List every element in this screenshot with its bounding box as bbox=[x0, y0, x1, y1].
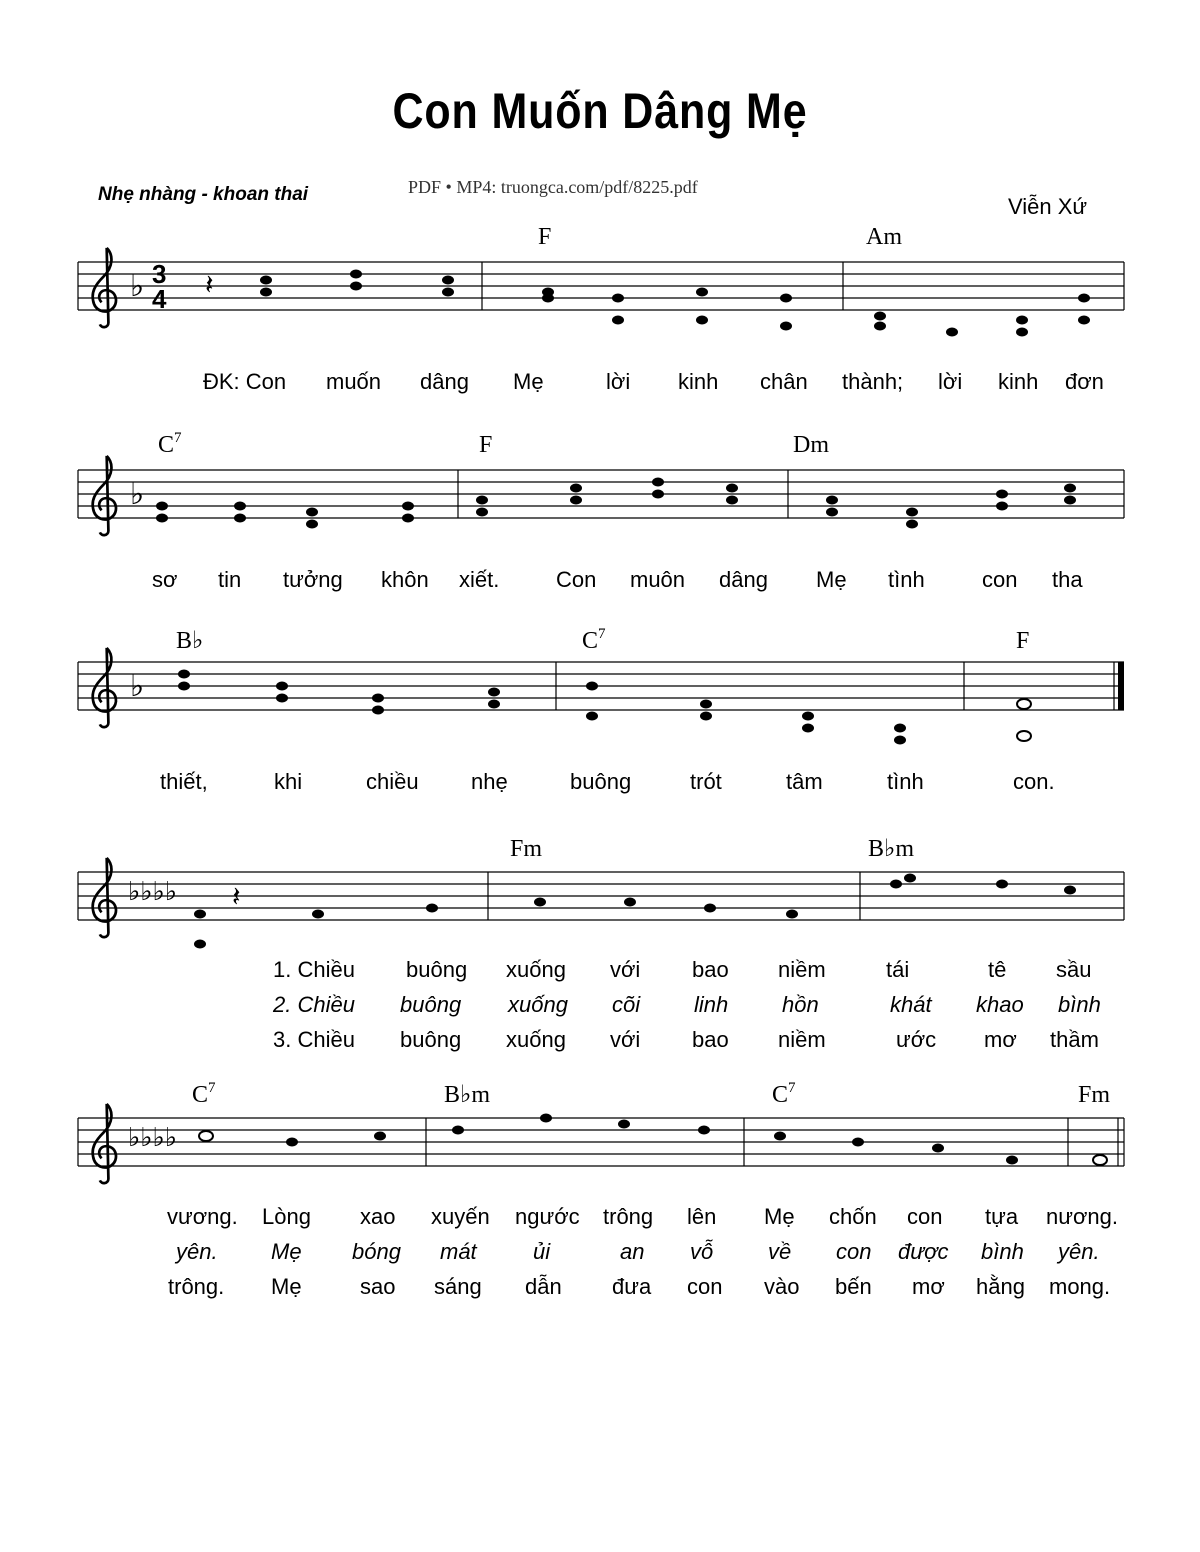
notehead bbox=[826, 508, 838, 517]
chord-part: C bbox=[192, 1082, 209, 1108]
notehead bbox=[372, 706, 384, 715]
flat-icon: ♭♭♭♭ bbox=[128, 1122, 178, 1152]
chord-part: F bbox=[1016, 628, 1030, 654]
notehead bbox=[906, 520, 918, 529]
lyric-word: trông. bbox=[168, 1274, 225, 1299]
lyric-word: mơ bbox=[912, 1274, 945, 1299]
lyric-word: an bbox=[620, 1239, 645, 1264]
treble-clef-icon bbox=[93, 248, 116, 327]
notehead bbox=[704, 904, 716, 913]
treble-clef-icon bbox=[93, 648, 116, 727]
flat-icon: ♭♭♭♭ bbox=[128, 876, 178, 906]
rest-icon: 𝄽 bbox=[205, 269, 214, 300]
lyric-word: vương. bbox=[167, 1204, 238, 1229]
notehead bbox=[996, 490, 1008, 499]
notehead bbox=[286, 1138, 298, 1147]
lyric-word: về bbox=[768, 1239, 792, 1264]
notehead bbox=[890, 880, 902, 889]
staff-system-4 bbox=[78, 858, 1124, 949]
notehead bbox=[1078, 294, 1090, 303]
lyrics-system-1 bbox=[203, 369, 1104, 394]
notehead bbox=[586, 682, 598, 691]
chord-part: C bbox=[772, 1082, 789, 1108]
notehead bbox=[946, 328, 958, 337]
notehead bbox=[894, 736, 906, 745]
notehead bbox=[156, 502, 168, 511]
lyric-word: vào bbox=[764, 1274, 800, 1299]
notehead bbox=[726, 496, 738, 505]
chord-part: 7 bbox=[598, 626, 606, 642]
lyric-word: xuống bbox=[508, 992, 568, 1017]
notehead bbox=[696, 288, 708, 297]
time-sig-bottom: 4 bbox=[152, 284, 167, 314]
notehead bbox=[802, 724, 814, 733]
lyric-word: thành; bbox=[842, 369, 904, 394]
lyric-word: 3. Chiều bbox=[273, 1027, 355, 1052]
lyric-word: Mẹ bbox=[271, 1274, 302, 1299]
lyric-word: bao bbox=[692, 1027, 729, 1052]
composer: Viễn Xứ bbox=[1008, 194, 1088, 219]
notehead bbox=[260, 276, 272, 285]
notehead bbox=[372, 694, 384, 703]
notehead bbox=[488, 700, 500, 709]
notehead bbox=[586, 712, 598, 721]
notehead bbox=[570, 496, 582, 505]
lyric-word: được bbox=[898, 1239, 949, 1264]
notehead bbox=[696, 316, 708, 325]
lyric-word: buông bbox=[400, 1027, 462, 1052]
lyric-word: xiết. bbox=[459, 567, 500, 592]
notehead bbox=[786, 910, 798, 919]
notehead bbox=[234, 502, 246, 511]
notehead bbox=[652, 490, 664, 499]
chord-label bbox=[1078, 1082, 1110, 1108]
lyric-word: yên. bbox=[1058, 1239, 1100, 1264]
lyric-word: tâm bbox=[786, 769, 823, 794]
notehead bbox=[904, 874, 916, 883]
lyric-word: linh bbox=[694, 992, 729, 1017]
song-title: Con Muốn Dâng Mẹ bbox=[392, 83, 808, 139]
notehead bbox=[1017, 699, 1031, 709]
chord-label bbox=[479, 432, 492, 458]
notehead bbox=[1017, 731, 1031, 741]
notehead bbox=[612, 316, 624, 325]
notehead bbox=[894, 724, 906, 733]
lyric-word: Mẹ bbox=[764, 1204, 795, 1229]
time-sig-top: 3 bbox=[152, 259, 167, 289]
lyric-word: ủi bbox=[533, 1239, 551, 1264]
notehead bbox=[374, 1132, 386, 1141]
notehead bbox=[350, 270, 362, 279]
lyric-word: xuống bbox=[506, 1027, 566, 1052]
lyric-word: nhẹ bbox=[471, 769, 508, 794]
chord-label bbox=[538, 224, 551, 250]
lyric-word: hồn bbox=[782, 992, 819, 1017]
lyric-word: buông bbox=[400, 992, 462, 1017]
lyric-word: mát bbox=[440, 1239, 477, 1264]
notehead bbox=[652, 478, 664, 487]
notehead bbox=[700, 700, 712, 709]
notehead bbox=[452, 1126, 464, 1135]
lyric-word: xao bbox=[360, 1204, 396, 1229]
lyric-word: muốn bbox=[326, 369, 382, 394]
notehead bbox=[780, 322, 792, 331]
notehead bbox=[442, 288, 454, 297]
notehead bbox=[194, 940, 206, 949]
lyric-word: con. bbox=[1013, 769, 1055, 794]
notehead bbox=[996, 880, 1008, 889]
lyric-word: con bbox=[687, 1274, 723, 1299]
lyric-word: xuống bbox=[506, 957, 566, 982]
lyric-word: bình bbox=[1058, 992, 1101, 1017]
chord-label bbox=[158, 430, 182, 458]
notehead bbox=[1064, 496, 1076, 505]
lyric-word: bến bbox=[835, 1274, 872, 1299]
chord-part: Am bbox=[866, 224, 902, 250]
lyric-word: sao bbox=[360, 1274, 396, 1299]
chord-part: C bbox=[158, 432, 175, 458]
lyric-word: bóng bbox=[352, 1239, 401, 1264]
chord-label bbox=[772, 1080, 796, 1108]
flat-icon: ♭ bbox=[130, 670, 145, 703]
notehead bbox=[476, 508, 488, 517]
lyric-word: chốn bbox=[829, 1204, 877, 1229]
lyric-word: tựa bbox=[985, 1204, 1019, 1229]
chord-part: Fm bbox=[1078, 1082, 1111, 1108]
notehead bbox=[932, 1144, 944, 1153]
notehead bbox=[1016, 316, 1028, 325]
lyric-word: dẫn bbox=[525, 1274, 562, 1299]
lyric-word: yên. bbox=[176, 1239, 218, 1264]
lyric-word: tin bbox=[218, 567, 242, 592]
notehead bbox=[194, 910, 206, 919]
notehead bbox=[698, 1126, 710, 1135]
notehead bbox=[700, 712, 712, 721]
notehead bbox=[476, 496, 488, 505]
notehead bbox=[312, 910, 324, 919]
notehead bbox=[826, 496, 838, 505]
lyric-word: với bbox=[610, 957, 641, 982]
lyric-word: khao bbox=[976, 992, 1024, 1017]
lyric-word: đưa bbox=[612, 1274, 652, 1299]
notehead bbox=[276, 694, 288, 703]
lyrics-system-3 bbox=[160, 769, 1055, 794]
chord-label bbox=[582, 626, 606, 654]
notehead bbox=[1064, 484, 1076, 493]
lyric-word: thiết, bbox=[160, 769, 208, 794]
chord-part: C bbox=[582, 628, 599, 654]
chord-part: B♭m bbox=[868, 836, 914, 862]
notehead bbox=[852, 1138, 864, 1147]
lyric-word: Mẹ bbox=[816, 567, 847, 592]
notehead bbox=[156, 514, 168, 523]
lyric-word: niềm bbox=[778, 1027, 826, 1052]
chord-part: Fm bbox=[510, 836, 543, 862]
chord-label bbox=[866, 224, 902, 250]
source-link[interactable]: PDF • MP4: truongca.com/pdf/8225.pdf bbox=[408, 177, 698, 197]
lyric-word: lời bbox=[938, 369, 963, 394]
lyric-word: nương. bbox=[1046, 1204, 1118, 1229]
lyric-word: mong. bbox=[1049, 1274, 1111, 1299]
lyric-word: con bbox=[982, 567, 1018, 592]
staff-system-2 bbox=[78, 456, 1124, 535]
lyric-word: niềm bbox=[778, 957, 826, 982]
notehead bbox=[906, 508, 918, 517]
lyric-word: chân bbox=[760, 369, 808, 394]
lyric-word: tình bbox=[887, 769, 924, 794]
flat-icon: ♭ bbox=[130, 270, 145, 303]
notehead bbox=[426, 904, 438, 913]
lyric-word: ngước bbox=[515, 1204, 580, 1229]
lyric-word: 1. Chiều bbox=[273, 957, 355, 982]
chord-label bbox=[510, 836, 542, 862]
notehead bbox=[178, 682, 190, 691]
lyric-word: vỗ bbox=[690, 1239, 714, 1264]
notehead bbox=[540, 1114, 552, 1123]
lyric-word: trót bbox=[690, 769, 722, 794]
lyric-word: khi bbox=[274, 769, 303, 794]
notehead bbox=[1093, 1155, 1107, 1165]
staff-system-3 bbox=[78, 648, 1124, 745]
lyric-word: ĐK: Con bbox=[203, 369, 287, 394]
notehead bbox=[996, 502, 1008, 511]
lyric-word: tê bbox=[988, 957, 1007, 982]
lyric-word: khôn bbox=[381, 567, 429, 592]
lyric-word: thầm bbox=[1050, 1027, 1099, 1052]
notehead bbox=[306, 508, 318, 517]
chord-part: B♭m bbox=[444, 1082, 490, 1108]
lyric-word: Lòng bbox=[262, 1204, 311, 1229]
lyric-word: Mẹ bbox=[513, 369, 544, 394]
lyric-word: con bbox=[907, 1204, 943, 1229]
notehead bbox=[306, 520, 318, 529]
notehead bbox=[802, 712, 814, 721]
notehead bbox=[570, 484, 582, 493]
notehead bbox=[442, 276, 454, 285]
lyric-word: muôn bbox=[630, 567, 686, 592]
lyric-word: với bbox=[610, 1027, 641, 1052]
lyric-word: lời bbox=[606, 369, 631, 394]
lyric-word: khát bbox=[890, 992, 932, 1017]
lyric-word: kinh bbox=[998, 369, 1039, 394]
lyric-word: 2. Chiều bbox=[273, 992, 355, 1017]
lyric-word: bao bbox=[692, 957, 729, 982]
notehead bbox=[542, 294, 554, 303]
lyric-word: Con bbox=[556, 567, 597, 592]
lyric-word: xuyến bbox=[431, 1204, 490, 1229]
notehead bbox=[234, 514, 246, 523]
notehead bbox=[874, 312, 886, 321]
chord-part: B♭ bbox=[176, 628, 204, 654]
notehead bbox=[780, 294, 792, 303]
lyric-word: tái bbox=[886, 957, 910, 982]
lyric-word: cõi bbox=[612, 992, 641, 1017]
notehead bbox=[618, 1120, 630, 1129]
lyric-word: chiều bbox=[366, 769, 419, 794]
chord-part: 7 bbox=[208, 1080, 216, 1096]
chord-label bbox=[1016, 628, 1029, 654]
notehead bbox=[726, 484, 738, 493]
lyric-word: bình bbox=[981, 1239, 1024, 1264]
staff-system-5 bbox=[78, 1104, 1124, 1183]
chord-label bbox=[176, 628, 203, 654]
chord-part: 7 bbox=[788, 1080, 796, 1096]
notehead bbox=[874, 322, 886, 331]
lyric-word: dâng bbox=[420, 369, 469, 394]
lyric-word: sầu bbox=[1056, 957, 1092, 982]
notehead bbox=[624, 898, 636, 907]
treble-clef-icon bbox=[93, 1104, 116, 1183]
notehead bbox=[1064, 886, 1076, 895]
lyric-word: Mẹ bbox=[271, 1239, 302, 1264]
lyric-word: con bbox=[836, 1239, 872, 1264]
flat-icon: ♭ bbox=[130, 478, 145, 511]
notehead bbox=[276, 682, 288, 691]
notehead bbox=[350, 282, 362, 291]
notehead bbox=[488, 688, 500, 697]
lyric-word: tình bbox=[888, 567, 925, 592]
treble-clef-icon bbox=[93, 456, 116, 535]
lyric-word: buông bbox=[406, 957, 468, 982]
lyric-word: trông bbox=[603, 1204, 654, 1229]
tempo-marking: Nhẹ nhàng - khoan thai bbox=[98, 184, 309, 205]
lyric-word: tưởng bbox=[283, 567, 343, 592]
notehead bbox=[402, 514, 414, 523]
chord-part: F bbox=[479, 432, 493, 458]
chord-label bbox=[444, 1082, 490, 1108]
lyric-word: hằng bbox=[976, 1274, 1025, 1299]
lyric-word: lên bbox=[687, 1204, 717, 1229]
rest-icon: 𝄽 bbox=[232, 881, 241, 912]
notehead bbox=[199, 1131, 213, 1141]
chord-part: F bbox=[538, 224, 552, 250]
notehead bbox=[1016, 328, 1028, 337]
notehead bbox=[402, 502, 414, 511]
treble-clef-icon bbox=[93, 858, 116, 937]
lyrics-system-2 bbox=[152, 567, 1083, 592]
lyric-word: ước bbox=[896, 1027, 937, 1052]
lyric-word: tha bbox=[1052, 567, 1083, 592]
lyric-word: đơn bbox=[1065, 369, 1104, 394]
chord-label bbox=[868, 836, 914, 862]
staff-system-1 bbox=[78, 248, 1124, 337]
lyric-word: sơ bbox=[152, 567, 178, 592]
chord-label bbox=[793, 432, 829, 458]
chord-part: 7 bbox=[174, 430, 182, 446]
notehead bbox=[178, 670, 190, 679]
notehead bbox=[1006, 1156, 1018, 1165]
lyrics-system-5 bbox=[167, 1204, 1118, 1299]
notehead bbox=[260, 288, 272, 297]
lyric-word: buông bbox=[570, 769, 632, 794]
notehead bbox=[534, 898, 546, 907]
notehead bbox=[1078, 316, 1090, 325]
lyric-word: dâng bbox=[719, 567, 768, 592]
lyric-word: sáng bbox=[434, 1274, 482, 1299]
notehead bbox=[612, 294, 624, 303]
lyric-word: mơ bbox=[984, 1027, 1017, 1052]
chord-label bbox=[192, 1080, 216, 1108]
lyrics-system-4 bbox=[272, 957, 1101, 1052]
chord-part: Dm bbox=[793, 432, 829, 458]
lyric-word: kinh bbox=[678, 369, 719, 394]
notehead bbox=[774, 1132, 786, 1141]
